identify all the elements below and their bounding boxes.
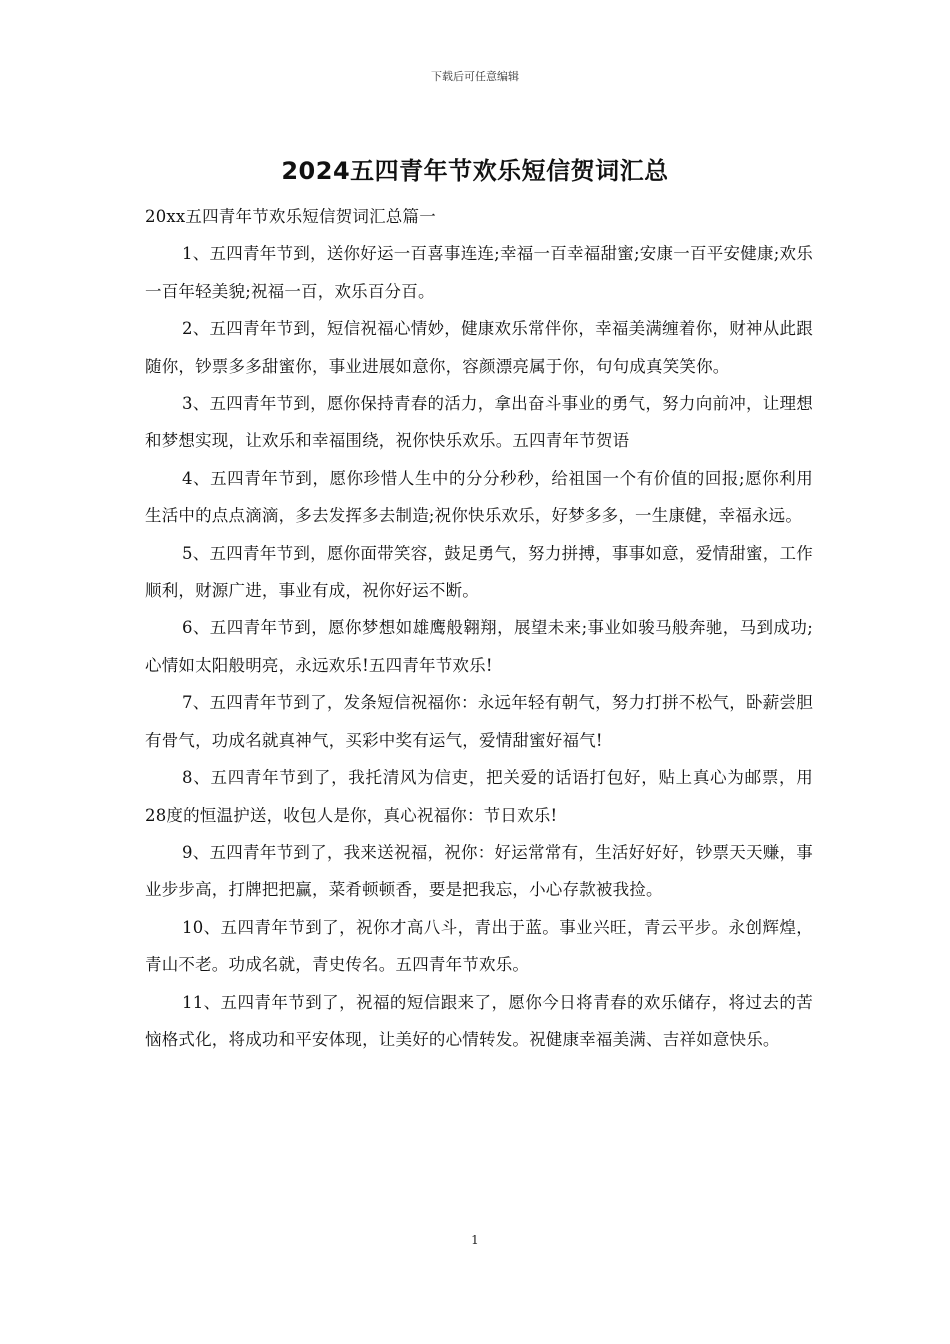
paragraph-10: 10、五四青年节到了，祝你才高八斗，青出于蓝。事业兴旺，青云平步。永创辉煌，青山不老。功成名就，青史传名。五四青年节欢乐。 <box>145 917 813 975</box>
document-body <box>145 198 813 1058</box>
header-note: 下载后可任意编辑 <box>431 70 519 83</box>
paragraph-6: 6、五四青年节到，愿你梦想如雄鹰般翱翔，展望未来;事业如骏马般奔驰，马到成功;心情如太阳般明亮，永远欢乐!五四青年节欢乐! <box>145 618 813 675</box>
document-title: 2024五四青年节欢乐短信贺词汇总 <box>281 157 669 185</box>
section-subtitle: 20xx五四青年节欢乐短信贺词汇总篇一 <box>145 207 436 226</box>
paragraph-5: 5、五四青年节到，愿你面带笑容，鼓足勇气，努力拼搏，事事如意，爱情甜蜜，工作顺利，财源广进，事业有成，祝你好运不断。 <box>145 543 813 601</box>
paragraph-11: 11、五四青年节到了，祝福的短信跟来了，愿你今日将青春的欢乐储存，将过去的苦恼格式化，将成功和平安体现，让美好的心情转发。祝健康幸福美满、吉祥如意快乐。 <box>145 992 813 1049</box>
page-number: 1 <box>471 1233 479 1247</box>
paragraph-1: 1、五四青年节到，送你好运一百喜事连连;幸福一百幸福甜蜜;安康一百平安健康;欢乐一百年轻美貌;祝福一百，欢乐百分百。 <box>145 244 813 301</box>
paragraph-7: 7、五四青年节到了，发条短信祝福你：永远年轻有朝气，努力打拼不松气，卧薪尝胆有骨气，功成名就真神气，买彩中奖有运气，爱情甜蜜好福气! <box>145 693 813 750</box>
paragraph-8: 8、五四青年节到了，我托清风为信吏，把关爱的话语打包好，贴上真心为邮票，用28度的恒温护送，收包人是你，真心祝福你：节日欢乐! <box>145 768 813 825</box>
paragraph-2: 2、五四青年节到，短信祝福心情妙，健康欢乐常伴你，幸福美满缠着你，财神从此跟随你，钞票多多甜蜜你，事业进展如意你，容颜漂亮属于你，句句成真笑笑你。 <box>145 319 813 376</box>
paragraph-9: 9、五四青年节到了，我来送祝福，祝你：好运常常有，生活好好好，钞票天天赚，事业步步高，打牌把把赢，菜肴顿顿香，要是把我忘，小心存款被我捡。 <box>145 842 813 900</box>
paragraph-3: 3、五四青年节到，愿你保持青春的活力，拿出奋斗事业的勇气，努力向前冲，让理想和梦想实现，让欢乐和幸福围绕，祝你快乐欢乐。五四青年节贺语 <box>145 394 813 451</box>
paragraph-4: 4、五四青年节到，愿你珍惜人生中的分分秒秒，给祖国一个有价值的回报;愿你利用生活中的点点滴滴，多去发挥多去制造;祝你快乐欢乐，好梦多多，一生康健，幸福永远。 <box>145 468 813 526</box>
